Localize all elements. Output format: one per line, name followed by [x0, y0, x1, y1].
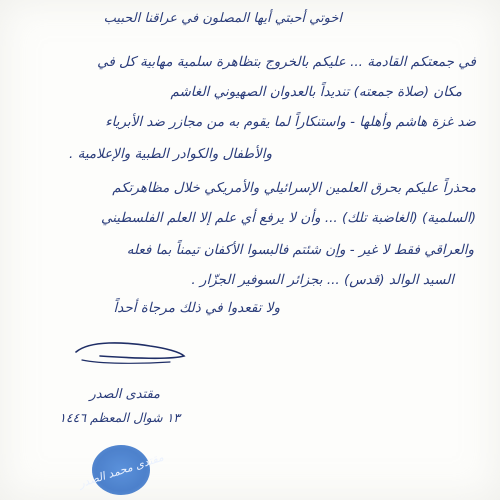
letter-date: ١٣ شوال المعظم ١٤٤٦ — [59, 410, 180, 425]
paragraph-2-line-1: محذراً عليكم بحرق العلمين الإسرائيلي والأمريكي خلال مظاهرتكم — [112, 180, 476, 196]
paragraph-2-line-2: (السلمية) (الغاضبة تلك) ... وأن لا يرفع أي علم إلا العلم الفلسطيني — [100, 210, 476, 226]
seal-text: مقتدى محمد الصدر — [76, 450, 166, 490]
letter-greeting: اخوتي أحبتي أيها المصلون في عراقنا الحبيب — [103, 11, 342, 26]
paragraph-1-line-4: والأطفال والكوادر الطبية والإعلامية . — [69, 146, 272, 162]
paragraph-2-line-3: والعراقي فقط لا غير - وإن شئتم فالبسوا الأكفان تيمناً بما فعله — [126, 242, 474, 258]
paragraph-2-line-4: السيد الوالد (قدس) ... بجزائر السوفير الجزّار . — [191, 272, 454, 288]
paragraph-1-line-3: ضد غزة هاشم وأهلها - واستنكاراً لما يقوم به من مجازر ضد الأبرياء — [105, 114, 476, 130]
paragraph-1-line-2: مكان (صلاة جمعته) تنديداً بالعدوان الصهيوني الغاشم — [170, 84, 462, 100]
paragraph-2-line-5: ولا تقعدوا في ذلك مرجاة أحداً — [113, 300, 280, 316]
official-seal — [76, 445, 166, 495]
handwritten-signature — [70, 330, 190, 370]
signature-name: مقتدى الصدر — [89, 387, 160, 402]
paragraph-1-line-1: في جمعتكم القادمة ... عليكم بالخروج بتظاهرة سلمية مهابية كل في — [97, 54, 476, 70]
